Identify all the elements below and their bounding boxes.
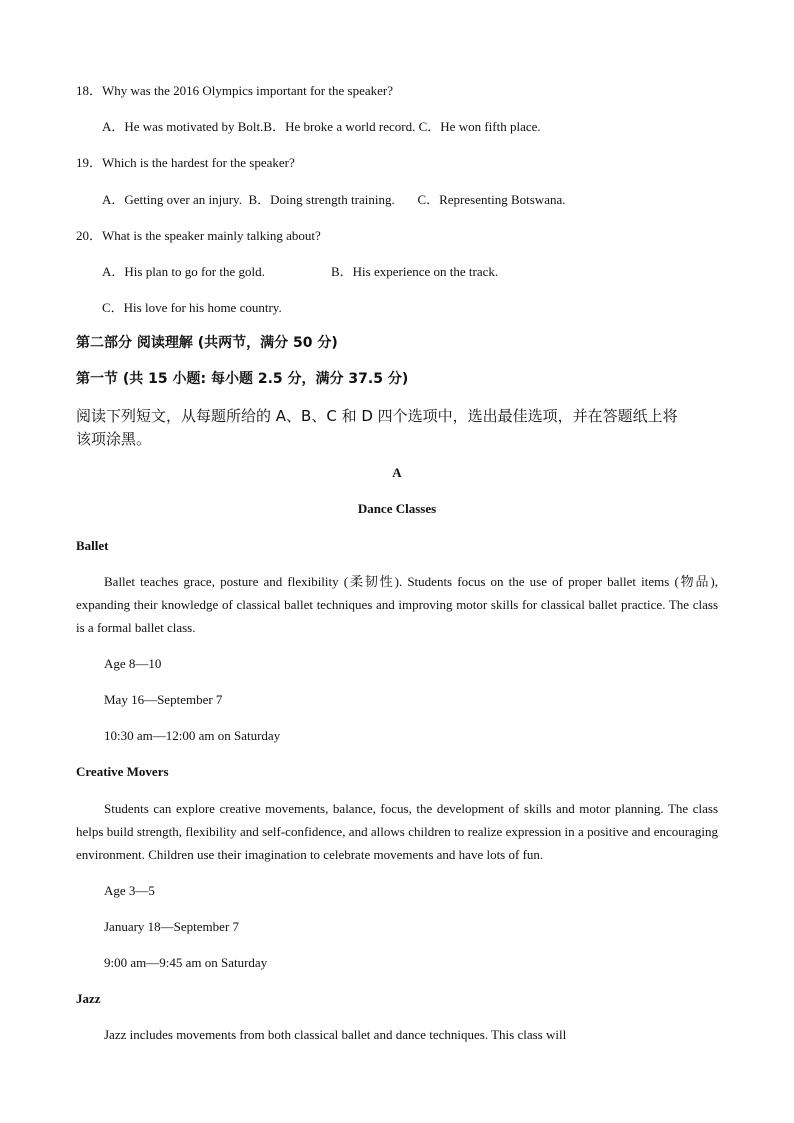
jazz-heading: Jazz (76, 991, 101, 1006)
question-18-stem: 18．Why was the 2016 Olympics important for the speaker? (76, 83, 393, 98)
ballet-description: Ballet teaches grace, posture and flexibility (柔韧性). Students focus on the use of proper ballet items (物品), expanding their knowledge of classical ballet techniques and improving motor skills for classical ballet practice. The class is a formal ballet class. (76, 574, 718, 635)
ballet-heading: Ballet (76, 538, 109, 553)
question-18-options: A．He was motivated by Bolt.B．He broke a world record. C．He won fifth place. (102, 119, 541, 134)
question-20-option-a: A．His plan to go for the gold. (102, 264, 265, 279)
ballet-age: Age 8—10 (104, 656, 162, 671)
section-subheading: 第一节 (共 15 小题: 每小题 2.5 分，满分 37.5 分) (76, 371, 409, 387)
creative-movers-dates: January 18—September 7 (104, 919, 240, 934)
question-20-stem: 20．What is the speaker mainly talking about? (76, 228, 321, 243)
instruction-line-2: 该项涂黑。 (76, 430, 152, 448)
creative-movers-time: 9:00 am—9:45 am on Saturday (104, 955, 268, 970)
creative-movers-age: Age 3—5 (104, 883, 155, 898)
question-19-options: A．Getting over an injury. B．Doing strength training. C．Representing Botswana. (102, 192, 566, 207)
question-20-option-b: B．His experience on the track. (331, 264, 499, 279)
creative-movers-heading: Creative Movers (76, 764, 169, 779)
section-heading: 第二部分 阅读理解 (共两节，满分 50 分) (76, 335, 338, 351)
ballet-dates: May 16—September 7 (104, 692, 223, 707)
jazz-description: Jazz includes movements from both classical ballet and dance techniques. This class will (104, 1027, 567, 1042)
question-19-stem: 19．Which is the hardest for the speaker? (76, 155, 295, 170)
passage-title: Dance Classes (357, 501, 437, 516)
passage-label: A (392, 465, 402, 480)
question-20-option-c: C．His love for his home country. (102, 300, 282, 315)
creative-movers-description: Students can explore creative movements, balance, focus, the development of skills and motor planning. The class helps build strength, flexibility and self-confidence, and allows children to realize expression in a positive and encouraging environment. Children use their imagination to celebrate movements and have lots of fun. (76, 801, 718, 862)
instruction-line-1: 阅读下列短文，从每题所给的 A、B、C 和 D 四个选项中，选出最佳选项，并在答题纸上将 (76, 407, 678, 425)
ballet-time: 10:30 am—12:00 am on Saturday (104, 728, 281, 743)
